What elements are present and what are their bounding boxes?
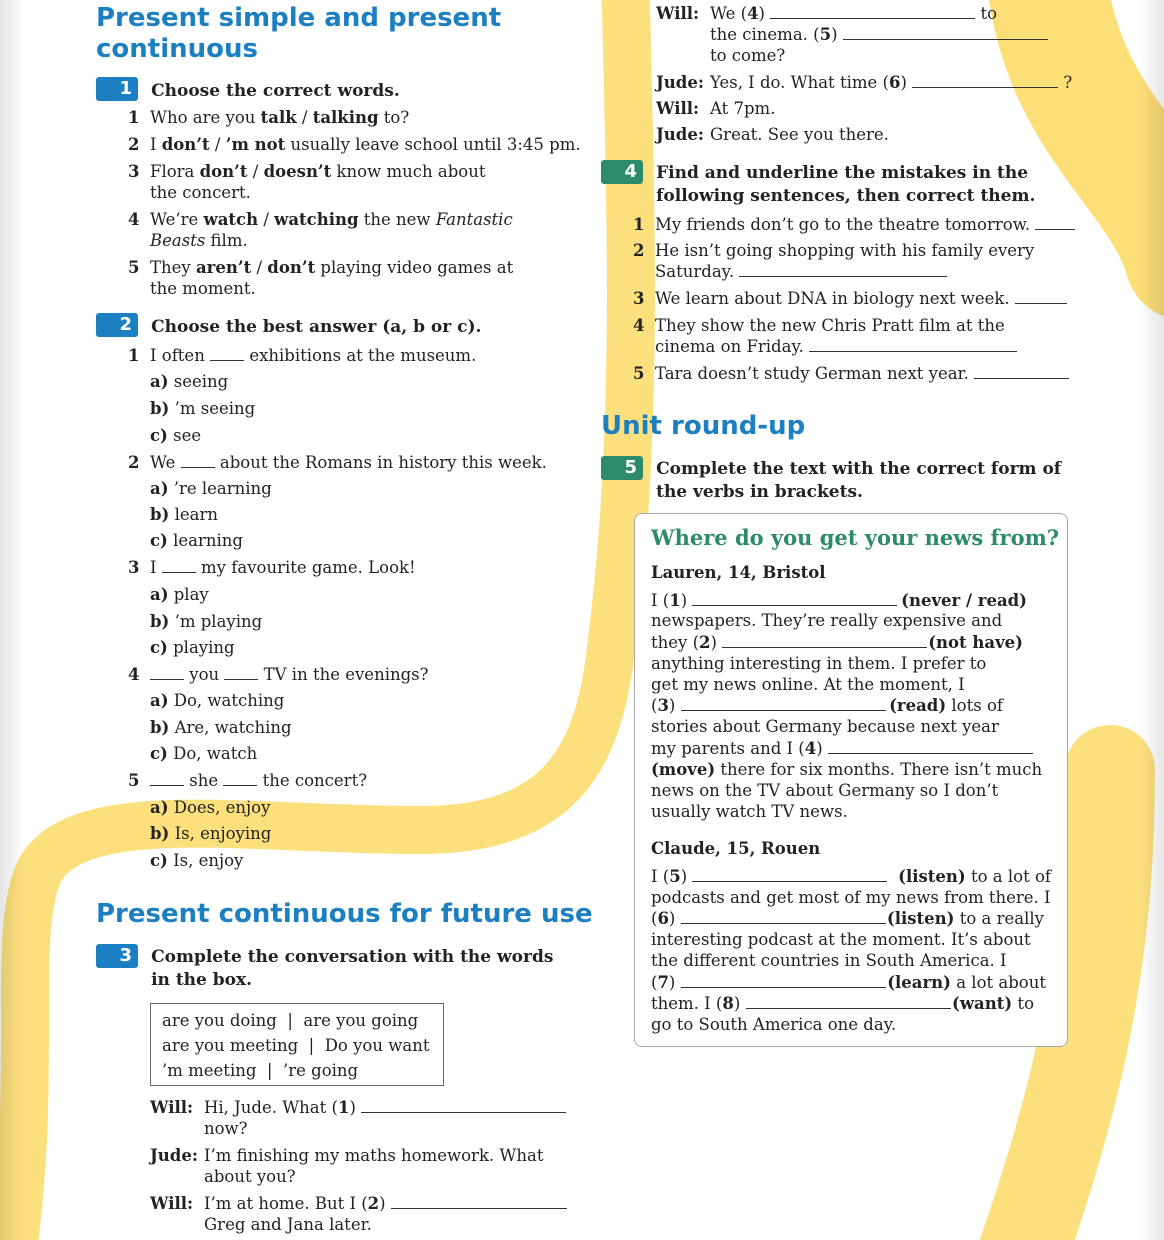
option-c[interactable]: c) playing <box>150 638 235 657</box>
answer-blank[interactable] <box>361 1097 566 1113</box>
choice-a[interactable]: talk <box>260 108 297 127</box>
option-c[interactable]: c) learning <box>150 531 243 550</box>
option-b[interactable]: b) Is, enjoying <box>150 824 272 843</box>
text-line: them. I (8) (want) to <box>651 994 1034 1013</box>
person-name: Claude, 15, Rouen <box>651 839 821 858</box>
dialog-line: Will: At 7pm. <box>656 99 776 118</box>
answer-blank[interactable] <box>1035 214 1075 230</box>
option-b[interactable]: b) Are, watching <box>150 718 292 737</box>
section-title-unit-round-up: Unit round-up <box>601 411 806 441</box>
answer-blank[interactable] <box>739 261 947 277</box>
option-c[interactable]: c) see <box>150 426 202 445</box>
choice-b[interactable]: doesn’t <box>263 162 332 181</box>
text-line: newspapers. They’re really expensive and <box>651 611 1003 630</box>
exercise-4-item-4: 4 They show the new Chris Pratt film at the cinema on Friday. <box>633 315 1017 357</box>
answer-blank[interactable] <box>681 695 886 711</box>
exercise-4-item-5: 5 Tara doesn’t study German next year. <box>633 363 1069 384</box>
exercise-4-item-2: 2 He isn’t going shopping with his family every Saturday. <box>633 241 1035 281</box>
option-a[interactable]: a) Do, watching <box>150 691 285 710</box>
answer-blank[interactable] <box>150 770 184 786</box>
exercise-2-header <box>96 313 481 337</box>
answer-blank[interactable] <box>746 993 951 1009</box>
answer-blank[interactable] <box>150 664 184 680</box>
text-line: anything interesting in them. I prefer to <box>651 654 987 673</box>
choice-a[interactable]: aren’t <box>195 258 252 277</box>
exercise-2-question-4: 4 you TV in the evenings? <box>128 665 429 684</box>
dialog-line: Will: We (4) to the cinema. (5) to come? <box>656 3 1048 66</box>
answer-blank[interactable] <box>828 738 1033 754</box>
answer-blank[interactable] <box>770 3 975 19</box>
text-line: I (1) (never / read) <box>651 591 1027 610</box>
exercise-instruction: Choose the correct words. <box>151 81 400 101</box>
text-line: (move) there for six months. There isn’t much <box>651 760 1043 779</box>
answer-blank[interactable] <box>162 557 196 573</box>
exercise-3-header <box>96 944 553 990</box>
exercise-badge: 1 <box>96 77 138 101</box>
dialog-line: Will: I’m at home. But I (2) Greg and Jana later. <box>150 1193 567 1235</box>
text-line: get my news online. At the moment, I <box>651 675 965 694</box>
exercise-2-question-3: 3 I my favourite game. Look! <box>128 558 416 577</box>
exercise-instruction: Find and underline the mistakes in the following sentences, then correct them. <box>656 163 1036 206</box>
word-box: are you doing | are you going are you meeting | Do you want ’m meeting | ’re going <box>150 1003 444 1086</box>
text-line: I (5) (listen) to a lot of <box>651 867 1051 886</box>
person-name: Lauren, 14, Bristol <box>651 563 826 582</box>
answer-blank[interactable] <box>722 632 927 648</box>
answer-blank[interactable] <box>974 363 1069 379</box>
text-line: (3) (read) lots of <box>651 696 1003 715</box>
choice-b[interactable]: talking <box>312 108 379 127</box>
option-a[interactable]: a) seeing <box>150 372 229 391</box>
text-line: (6) (listen) to a really <box>651 909 1044 928</box>
exercise-badge: 4 <box>601 160 643 184</box>
option-c[interactable]: c) Is, enjoy <box>150 851 244 870</box>
choice-b[interactable]: watching <box>274 210 359 229</box>
text-line: stories about Germany because next year <box>651 717 999 736</box>
text-line: my parents and I (4) <box>651 738 1033 759</box>
exercise-instruction: Choose the best answer (a, b or c). <box>151 317 482 337</box>
exercise-4-header <box>601 160 1035 206</box>
answer-blank[interactable] <box>224 664 258 680</box>
choice-a[interactable]: watch <box>203 210 259 229</box>
exercise-2-question-2: 2 We about the Romans in history this week. <box>128 453 547 472</box>
text-line: interesting podcast at the moment. It’s about <box>651 930 1031 949</box>
text-line: go to South America one day. <box>651 1015 897 1034</box>
exercise-5-header <box>601 456 1061 502</box>
answer-blank[interactable] <box>681 908 886 924</box>
answer-blank[interactable] <box>912 72 1058 88</box>
choice-a[interactable]: don’t <box>161 135 210 154</box>
exercise-2-question-1: 1 I often exhibitions at the museum. <box>128 346 477 365</box>
exercise-badge: 2 <box>96 313 138 337</box>
exercise-1-item-2: 2 I don’t / ’m not usually leave school until 3:45 pm. <box>128 135 581 154</box>
section-title-present-simple: Present simple and present continuous <box>96 3 502 64</box>
answer-blank[interactable] <box>681 972 886 988</box>
text-line: news on the TV about Germany so I don’t <box>651 781 999 800</box>
text-line: podcasts and get most of my news from there. I <box>651 888 1051 907</box>
section-title-future-use: Present continuous for future use <box>96 899 593 929</box>
exercise-1-item-5: 5 They aren’t / don’t playing video games at the moment. <box>128 258 514 298</box>
option-b[interactable]: b) ’m playing <box>150 612 263 631</box>
text-line: (7) (learn) a lot about <box>651 973 1046 992</box>
exercise-1-item-4: 4 We’re watch / watching the new Fantastic Beasts film. <box>128 210 513 250</box>
exercise-4-item-3: 3 We learn about DNA in biology next week. <box>633 288 1067 309</box>
answer-blank[interactable] <box>692 590 897 606</box>
exercise-instruction: Complete the conversation with the words in the box. <box>151 947 554 990</box>
text-line: the different countries in South America. I <box>651 951 1007 970</box>
answer-blank[interactable] <box>692 866 887 882</box>
text-line: usually watch TV news. <box>651 802 848 821</box>
option-b[interactable]: b) learn <box>150 505 219 524</box>
text-line: they (2) (not have) <box>651 633 1023 652</box>
choice-a[interactable]: don’t <box>199 162 248 181</box>
answer-blank[interactable] <box>181 452 215 468</box>
option-a[interactable]: a) Does, enjoy <box>150 798 271 817</box>
exercise-badge: 3 <box>96 944 138 968</box>
answer-blank[interactable] <box>1015 288 1067 304</box>
exercise-2-question-5: 5 she the concert? <box>128 771 368 790</box>
answer-blank[interactable] <box>391 1193 567 1209</box>
answer-blank[interactable] <box>223 770 257 786</box>
answer-blank[interactable] <box>809 336 1017 352</box>
exercise-instruction: Complete the text with the correct form of the verbs in brackets. <box>656 459 1062 502</box>
option-a[interactable]: a) play <box>150 585 209 604</box>
option-c[interactable]: c) Do, watch <box>150 744 258 763</box>
choice-b[interactable]: don’t <box>267 258 316 277</box>
exercise-1-item-3: 3 Flora don’t / doesn’t know much about the concert. <box>128 162 486 202</box>
option-b[interactable]: b) ’m seeing <box>150 399 256 418</box>
dialog-line: Jude: I’m finishing my maths homework. What about you? <box>150 1146 544 1186</box>
exercise-4-item-1: 1 My friends don’t go to the theatre tomorrow. <box>633 214 1075 235</box>
dialog-line: Will: Hi, Jude. What (1) now? <box>150 1097 566 1139</box>
exercise-1-header <box>96 77 400 101</box>
choice-b[interactable]: ’m not <box>225 135 286 154</box>
dialog-line: Jude: Great. See you there. <box>656 125 889 144</box>
exercise-badge: 5 <box>601 456 643 480</box>
exercise-1-item-1: 1 Who are you talk / talking to? <box>128 108 410 127</box>
answer-blank[interactable] <box>210 345 244 361</box>
news-box-title: Where do you get your news from? <box>651 525 1060 550</box>
option-a[interactable]: a) ’re learning <box>150 479 272 498</box>
dialog-line: Jude: Yes, I do. What time (6) ? <box>656 73 1073 92</box>
answer-blank[interactable] <box>843 24 1048 40</box>
